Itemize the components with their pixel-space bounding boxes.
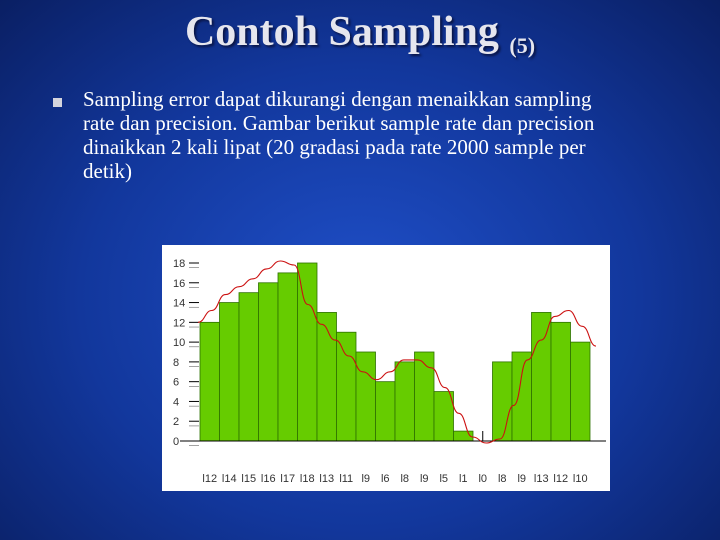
bullet-square-icon: [53, 98, 62, 107]
slide-title-main: Contoh Sampling: [184, 9, 499, 55]
x-tick-label: l8: [400, 473, 410, 485]
chart-bar: [493, 362, 513, 441]
x-tick-label: l13: [319, 473, 335, 485]
x-tick-label: l12: [553, 473, 569, 485]
y-tick-label: 12: [173, 317, 186, 330]
x-tick-label: l0: [478, 473, 488, 485]
x-tick-label: l14: [221, 473, 237, 485]
x-tick-label: l8: [497, 473, 507, 485]
x-tick-label: l16: [260, 473, 276, 485]
x-tick-label: l12: [202, 473, 218, 485]
x-tick-label: l18: [299, 473, 315, 485]
chart-bar: [512, 352, 532, 441]
bullet-text: Sampling error dapat dikurangi dengan menaikkan sampling rate dan precision. Gambar berikut sample rate dan precision dinaikkan 2 kali lipat (20 gradasi pada rate 2000 sample per detik): [83, 87, 595, 183]
y-tick-label: 2: [173, 416, 180, 429]
x-tick-label: l1: [458, 473, 468, 485]
chart-bar: [200, 322, 220, 441]
y-tick-label: 10: [173, 337, 186, 350]
y-tick-label: 6: [173, 376, 180, 389]
y-tick-label: 16: [173, 277, 186, 290]
x-tick-label: l13: [533, 473, 549, 485]
chart-bar: [298, 263, 318, 441]
y-tick-label: 18: [173, 258, 186, 270]
bar-chart: [162, 245, 610, 491]
y-tick-label: 14: [173, 297, 186, 310]
chart-bar: [532, 312, 552, 441]
chart-bar: [356, 352, 376, 441]
x-tick-label: l5: [439, 473, 449, 485]
x-tick-label: l9: [361, 473, 371, 485]
x-tick-label: l10: [572, 473, 588, 485]
chart-bar: [415, 352, 435, 441]
x-tick-label: l17: [280, 473, 296, 485]
slide-title-sub: (5): [509, 33, 536, 58]
chart-bar: [551, 322, 571, 441]
chart-bar: [376, 382, 396, 441]
chart-bar: [337, 332, 357, 441]
x-tick-label: l11: [339, 473, 354, 485]
slide-title: [0, 6, 720, 72]
x-tick-label: l9: [517, 473, 527, 485]
chart-bar: [239, 293, 259, 441]
chart-bar: [220, 303, 240, 441]
chart-bar: [395, 362, 415, 441]
chart-bar: [278, 273, 298, 441]
x-tick-label: l15: [241, 473, 257, 485]
chart-bar: [259, 283, 279, 441]
chart-bar: [317, 312, 337, 441]
y-tick-label: 0: [173, 436, 180, 448]
x-tick-label: l9: [419, 473, 429, 485]
chart-panel: [162, 245, 610, 491]
x-tick-label: l6: [380, 473, 390, 485]
y-tick-label: 4: [173, 396, 180, 409]
y-tick-label: 8: [173, 356, 180, 369]
chart-bar: [434, 392, 454, 441]
chart-bar: [571, 342, 591, 441]
